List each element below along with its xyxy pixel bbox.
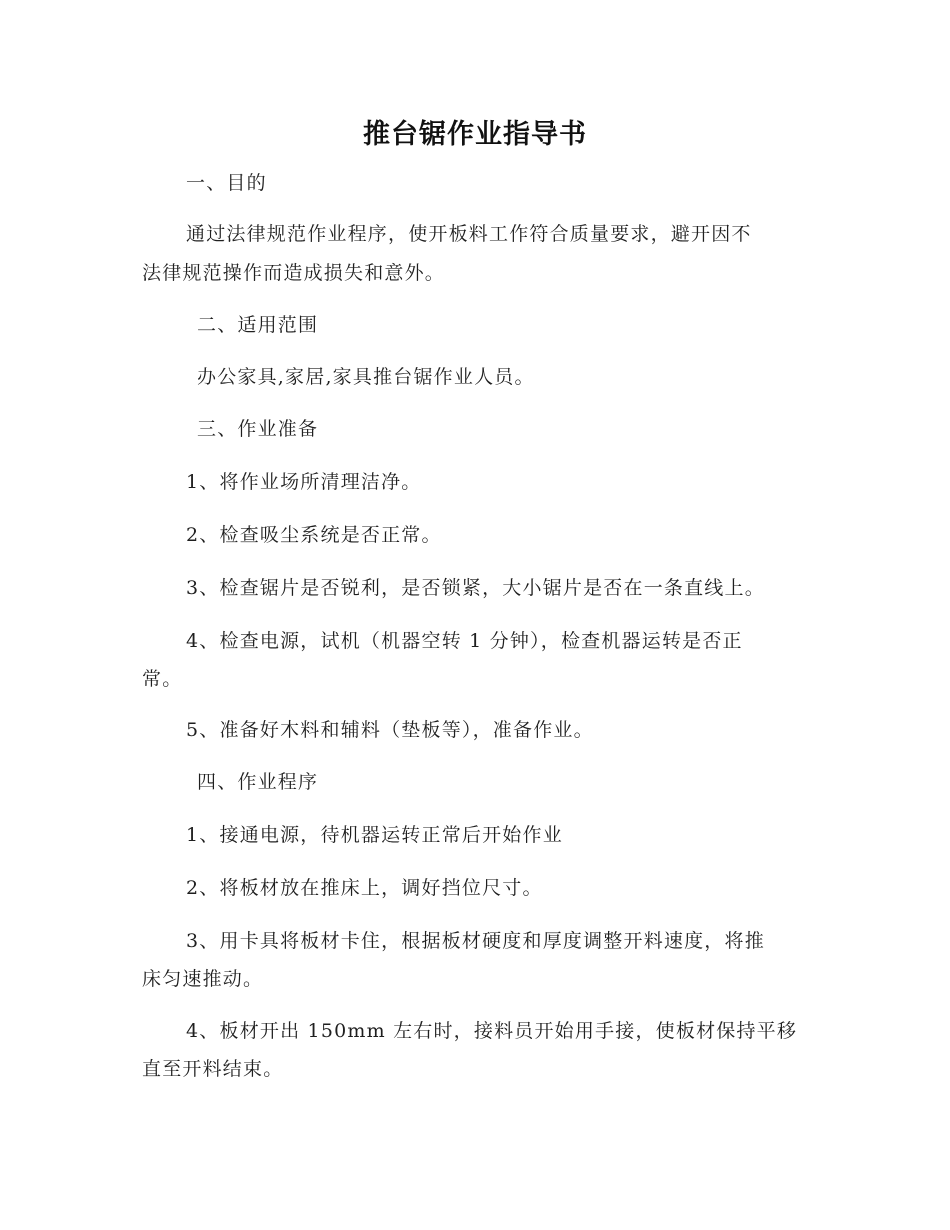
preparation-item-2: 2、检查吸尘系统是否正常。 xyxy=(186,524,442,546)
procedure-item-2: 2、将板材放在推床上，调好挡位尺寸。 xyxy=(186,877,543,899)
preparation-item-5: 5、准备好木料和辅料（垫板等），准备作业。 xyxy=(186,719,594,741)
document-title: 推台锯作业指导书 xyxy=(363,119,587,150)
purpose-text-line-2: 法律规范操作而造成损失和意外。 xyxy=(142,262,446,284)
purpose-text-line-1: 通过法律规范作业程序，使开板料工作符合质量要求，避开因不 xyxy=(186,223,752,245)
preparation-item-4-line-1: 4、检查电源，试机（机器空转 1 分钟），检查机器运转是否正 xyxy=(186,630,743,652)
section-heading-preparation: 三、作业准备 xyxy=(197,418,319,440)
preparation-item-1: 1、将作业场所清理洁净。 xyxy=(186,471,422,493)
section-heading-scope: 二、适用范围 xyxy=(197,314,319,336)
procedure-item-4-line-1: 4、板材开出 150mm 左右时，接料员开始用手接，使板材保持平移 xyxy=(186,1020,798,1042)
preparation-item-3: 3、检查锯片是否锐利，是否锁紧，大小锯片是否在一条直线上。 xyxy=(186,577,765,599)
scope-text: 办公家具,家居,家具推台锯作业人员。 xyxy=(197,366,535,388)
preparation-item-4-line-2: 常。 xyxy=(142,668,183,690)
procedure-item-1: 1、接通电源，待机器运转正常后开始作业 xyxy=(186,824,563,846)
procedure-item-4-line-2: 直至开料结束。 xyxy=(142,1058,284,1080)
procedure-item-3-line-2: 床匀速推动。 xyxy=(142,968,264,990)
section-heading-purpose: 一、目的 xyxy=(186,172,267,194)
procedure-item-3-line-1: 3、用卡具将板材卡住，根据板材硬度和厚度调整开料速度，将推 xyxy=(186,930,765,952)
section-heading-procedure: 四、作业程序 xyxy=(197,771,319,793)
